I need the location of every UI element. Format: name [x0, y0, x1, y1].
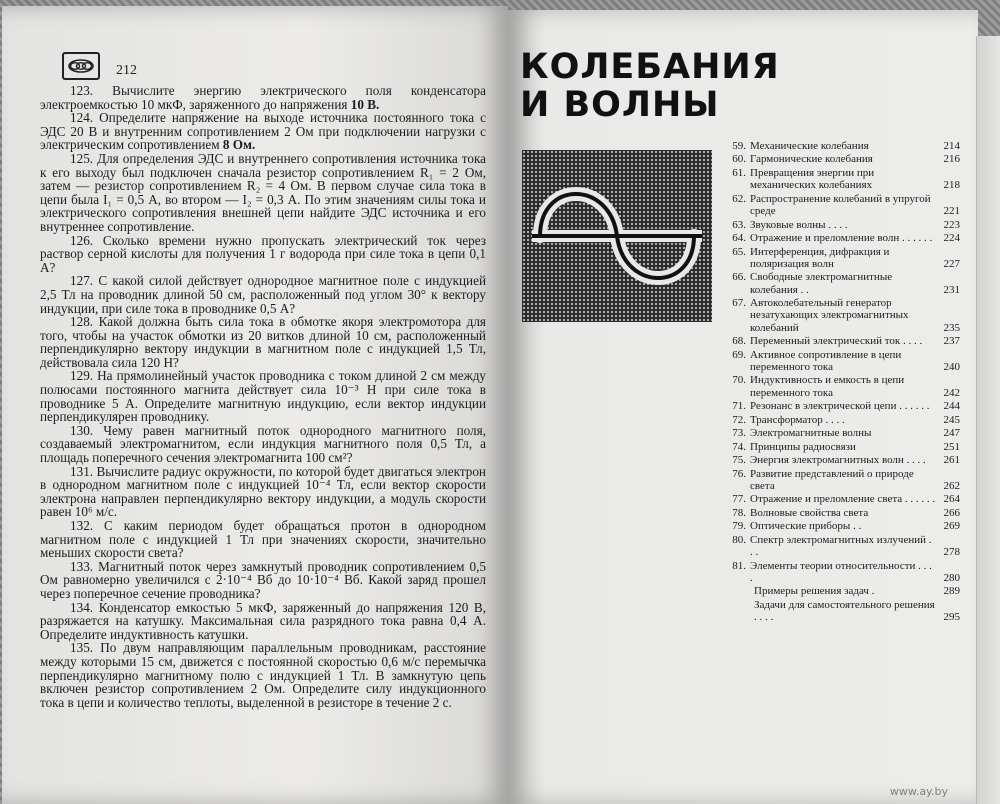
problem-text: Вычислите энергию электрического поля конденсатора электроемкостью 10 мкФ, заряженного до напряжения	[40, 83, 487, 112]
atom-orbits-icon	[62, 52, 100, 80]
toc-title: Спектр электромагнитных излучений . . .	[750, 533, 932, 559]
toc-extra-item	[724, 599, 960, 624]
toc-item	[724, 374, 960, 399]
toc-title: Распространение колебаний в упругой среде	[750, 192, 931, 218]
problem-number: 132.	[70, 518, 94, 533]
toc-title: Отражение и преломление волн . . . . . .	[750, 232, 933, 245]
toc-title: Отражение и преломление света . . . . . .	[750, 493, 936, 506]
toc-item	[724, 167, 960, 192]
toc-num: 74.	[732, 440, 746, 453]
toc-item	[724, 441, 960, 453]
left-page	[2, 6, 508, 804]
toc-page: 227	[943, 257, 960, 270]
toc-page: 261	[943, 454, 960, 467]
toc-item	[724, 153, 960, 165]
toc-page: 289	[943, 585, 960, 598]
problem-item	[40, 560, 486, 601]
toc-page: 231	[943, 283, 960, 296]
toc-page: 247	[943, 427, 960, 440]
sine-wave-icon	[522, 150, 712, 322]
problem-number: 130.	[70, 422, 94, 438]
toc-item	[724, 271, 960, 296]
toc-item	[724, 520, 960, 532]
toc-title: Интерференция, дифракция и поляризация волн	[750, 245, 890, 270]
problem-item	[40, 424, 486, 465]
problem-text: Магнитный поток через замкнутый проводник сопротивлением 0,5 Ом равномерно увеличился с 2·10⁻⁴ Вб до 10·10⁻⁴ Вб. Какой заряд прошел через поперечное сечение проводника?	[40, 558, 486, 601]
toc-page: 264	[943, 493, 960, 506]
problem-text: На прямолинейный участок проводника с током длиной 2 см между полюсами постоянного магнита действует сила 10⁻³ Н при силе тока в проводнике 5 А. Определите магнитную индукцию, если вектор индукции перпендикулярен проводнику.	[40, 368, 486, 425]
toc-item	[724, 335, 960, 347]
toc-title: Примеры решения задач .	[754, 585, 875, 598]
toc-title: Трансформатор . . . .	[750, 413, 845, 426]
toc-page: 237	[943, 335, 960, 348]
toc-page: 295	[943, 611, 960, 624]
toc-title: Превращения энергии при механических колебаниях	[750, 166, 875, 192]
toc-page: 223	[943, 218, 960, 231]
problem-text: Определите напряжение на выходе источника постоянного тока с ЭДС 20 В и внутренним сопротивлением 2 Ом при подключении нагрузки с электрическим сопротивлением	[40, 110, 487, 153]
toc-num: 77.	[732, 493, 746, 506]
toc-num: 68.	[732, 335, 746, 348]
problem-text: Чему равен магнитный поток однородного магнитного поля, создаваемый электромагнитом, если индукция магнитного поля 0,5 Тл, а площадь поперечного сечения электромагнита 100 см²?	[40, 422, 486, 466]
problem-number: 129.	[70, 368, 94, 384]
toc-num: 79.	[732, 520, 746, 533]
problem-item	[40, 315, 486, 369]
problem-number: 126.	[70, 232, 94, 248]
toc-num: 76.	[732, 467, 746, 480]
toc-title: Развитие представлений о природе света	[750, 467, 914, 492]
toc-title: Волновые свойства света	[750, 506, 869, 519]
problem-number: 134.	[70, 599, 94, 615]
next-page-edge	[976, 36, 1000, 804]
toc-item	[724, 246, 960, 271]
toc-item	[724, 219, 960, 231]
toc-title: Активное сопротивление в цепи переменного тока	[750, 348, 902, 373]
toc-item	[724, 414, 960, 426]
toc-title: Автоколебательный генератор незатухающих электромагнитных колебаний	[750, 297, 909, 334]
problem-item	[40, 111, 486, 152]
problem-number: 128.	[70, 314, 94, 330]
toc-num: 78.	[732, 506, 746, 519]
problem-text: С какой силой действует однородное магнитное поле с индукцией 2,5 Тл на проводник длиной 50 см, расположенный под углом 30° к вектору индукции, при силе тока в проводнике 0,5 А?	[40, 273, 486, 316]
problem-item	[40, 274, 486, 315]
problem-text: Для определения ЭДС и внутреннего сопротивления источника тока к его выходу был подключен сначала резистор сопротивлением R₁ = 2 Ом, затем — резистор сопротивлением R₂ = 4 Ом. В первом случае сила тока в цепи была I₁ = 0,5 А, во втором — I₂ = 0,3 А. По этим значениям силы тока и электрического сопротивления внешней цепи найдите ЭДС источника и его внутреннее сопротивление.	[40, 150, 487, 234]
problem-number: 135.	[70, 640, 94, 656]
toc-page: 218	[943, 179, 960, 192]
toc-item	[724, 193, 960, 218]
table-of-contents	[724, 140, 960, 625]
problem-number: 125.	[70, 150, 94, 166]
chapter-title-line1: КОЛЕБАНИЯ	[520, 47, 780, 87]
toc-title: Механические колебания	[750, 140, 869, 152]
toc-page: 269	[943, 520, 960, 533]
toc-num: 61.	[732, 166, 746, 179]
toc-item	[724, 493, 960, 505]
problem-text: С каким периодом будет обращаться протон в однородном магнитном поле с индукцией 1 Тл при значениях скорости, значительно меньших скорости света?	[40, 518, 487, 561]
problem-text: Конденсатор емкостью 5 мкФ, заряженный до напряжения 120 В, разряжается на катушку. Максимальная сила разрядного тока равна 0,4 А. Определите индуктивность катушки.	[40, 599, 487, 642]
toc-page: 235	[943, 321, 960, 334]
toc-page: 244	[943, 400, 960, 413]
toc-title: Принципы радиосвязи	[750, 440, 856, 453]
toc-num: 67.	[732, 297, 746, 310]
toc-num: 59.	[732, 140, 746, 152]
toc-num: 70.	[732, 374, 746, 387]
toc-title: Элементы теории относительности . . . .	[750, 559, 932, 584]
page-number: 212	[116, 63, 137, 78]
toc-page: 262	[943, 479, 960, 492]
problem-number: 124.	[70, 110, 94, 126]
right-page	[508, 10, 978, 804]
toc-page: 216	[943, 153, 960, 166]
toc-title: Резонанс в электрической цепи . . . . . .	[750, 400, 930, 413]
toc-num: 60.	[732, 153, 746, 166]
problem-item	[40, 369, 486, 423]
toc-num: 73.	[732, 427, 746, 440]
problem-item	[40, 234, 486, 275]
problem-text: По двум направляющим параллельным проводникам, расстояние между которыми 15 см, движется с постоянной скоростью 0,6 м/с перемычка перпендикулярно магнитному полю с индукцией 1 Тл. В замкнутую цепь включен резистор сопротивлением 2 Ом. Определите силу индукционного тока в цепи и количество теплоты, выделенной в резисторе в течение 2 с.	[40, 640, 486, 710]
watermark: www.ay.by	[889, 785, 948, 798]
problem-item	[40, 641, 486, 709]
problem-answer-value: 10 В.	[350, 96, 380, 112]
problem-text: Какой должна быть сила тока в обмотке якоря электромотора для того, чтобы на участок обмотки из 20 витков длиной 10 см, расположенный перпендикулярно вектору индукции в магнитном поле с индукцией 1,5 Тл, действовала сила 120 Н?	[40, 314, 486, 370]
toc-title: Энергия электромагнитных волн . . . .	[750, 454, 926, 467]
problem-text: Сколько времени нужно пропускать электрический ток через раствор серной кислоты для получения 1 г водорода при силе тока в цепи 0,1 А?	[40, 232, 487, 275]
toc-page: 278	[943, 546, 960, 559]
toc-page: 245	[943, 413, 960, 426]
chapter-title	[520, 48, 780, 124]
toc-num: 75.	[732, 454, 746, 467]
toc-title: Задачи для самостоятельного решения . . . .	[754, 598, 935, 624]
toc-page: 266	[943, 506, 960, 519]
toc-num: 66.	[732, 271, 746, 284]
problem-item	[40, 84, 486, 111]
toc-title: Переменный электрический ток . . . .	[750, 335, 923, 348]
toc-item	[724, 400, 960, 412]
toc-page: 240	[943, 360, 960, 373]
problem-answer-value: 8 Ом.	[222, 137, 256, 153]
problem-item	[40, 152, 486, 234]
toc-item	[724, 140, 960, 152]
problem-text: Вычислите радиус окружности, по которой будет двигаться электрон в однородном магнитном поле с индукцией 10⁻⁴ Тл, если вектор скорости электрона направлен перпендикулярно вектору индукции, а модуль скорости равен 10⁶ м/с.	[40, 463, 486, 520]
toc-item	[724, 507, 960, 519]
toc-page: 242	[943, 386, 960, 399]
toc-num: 80.	[732, 533, 746, 546]
toc-num: 72.	[732, 413, 746, 426]
toc-item	[724, 468, 960, 493]
problem-number: 127.	[70, 273, 94, 289]
toc-page: 224	[943, 232, 960, 245]
toc-page: 214	[943, 140, 960, 152]
problems-text	[40, 84, 486, 709]
toc-extra-item	[724, 585, 960, 597]
toc-title: Гармонические колебания	[750, 153, 873, 166]
toc-num: 81.	[732, 559, 746, 572]
problem-item	[40, 519, 486, 560]
toc-item	[724, 454, 960, 466]
toc-page: 280	[943, 571, 960, 584]
problem-number: 133.	[70, 558, 94, 574]
toc-item	[724, 560, 960, 585]
toc-num: 64.	[732, 232, 746, 245]
toc-title: Оптические приборы . .	[750, 520, 862, 533]
toc-title: Свободные электромагнитные колебания . .	[750, 271, 893, 296]
toc-num: 62.	[732, 192, 746, 205]
problem-number: 123.	[70, 83, 94, 98]
toc-page: 251	[943, 440, 960, 453]
problem-item	[40, 601, 486, 642]
toc-title: Звуковые волны . . . .	[750, 218, 848, 231]
toc-num: 69.	[732, 348, 746, 361]
toc-item	[724, 427, 960, 439]
toc-title: Индуктивность и емкость в цепи переменного тока	[750, 374, 905, 399]
toc-item	[724, 232, 960, 244]
problem-number: 131.	[70, 463, 94, 479]
toc-item	[724, 534, 960, 559]
toc-item	[724, 349, 960, 374]
toc-num: 65.	[732, 245, 746, 258]
problem-item	[40, 465, 486, 519]
toc-item	[724, 297, 960, 334]
chapter-title-line2: И ВОЛНЫ	[520, 85, 720, 125]
toc-page: 221	[943, 205, 960, 218]
toc-num: 71.	[732, 400, 746, 413]
toc-title: Электромагнитные волны	[750, 427, 872, 440]
toc-num: 63.	[732, 218, 746, 231]
